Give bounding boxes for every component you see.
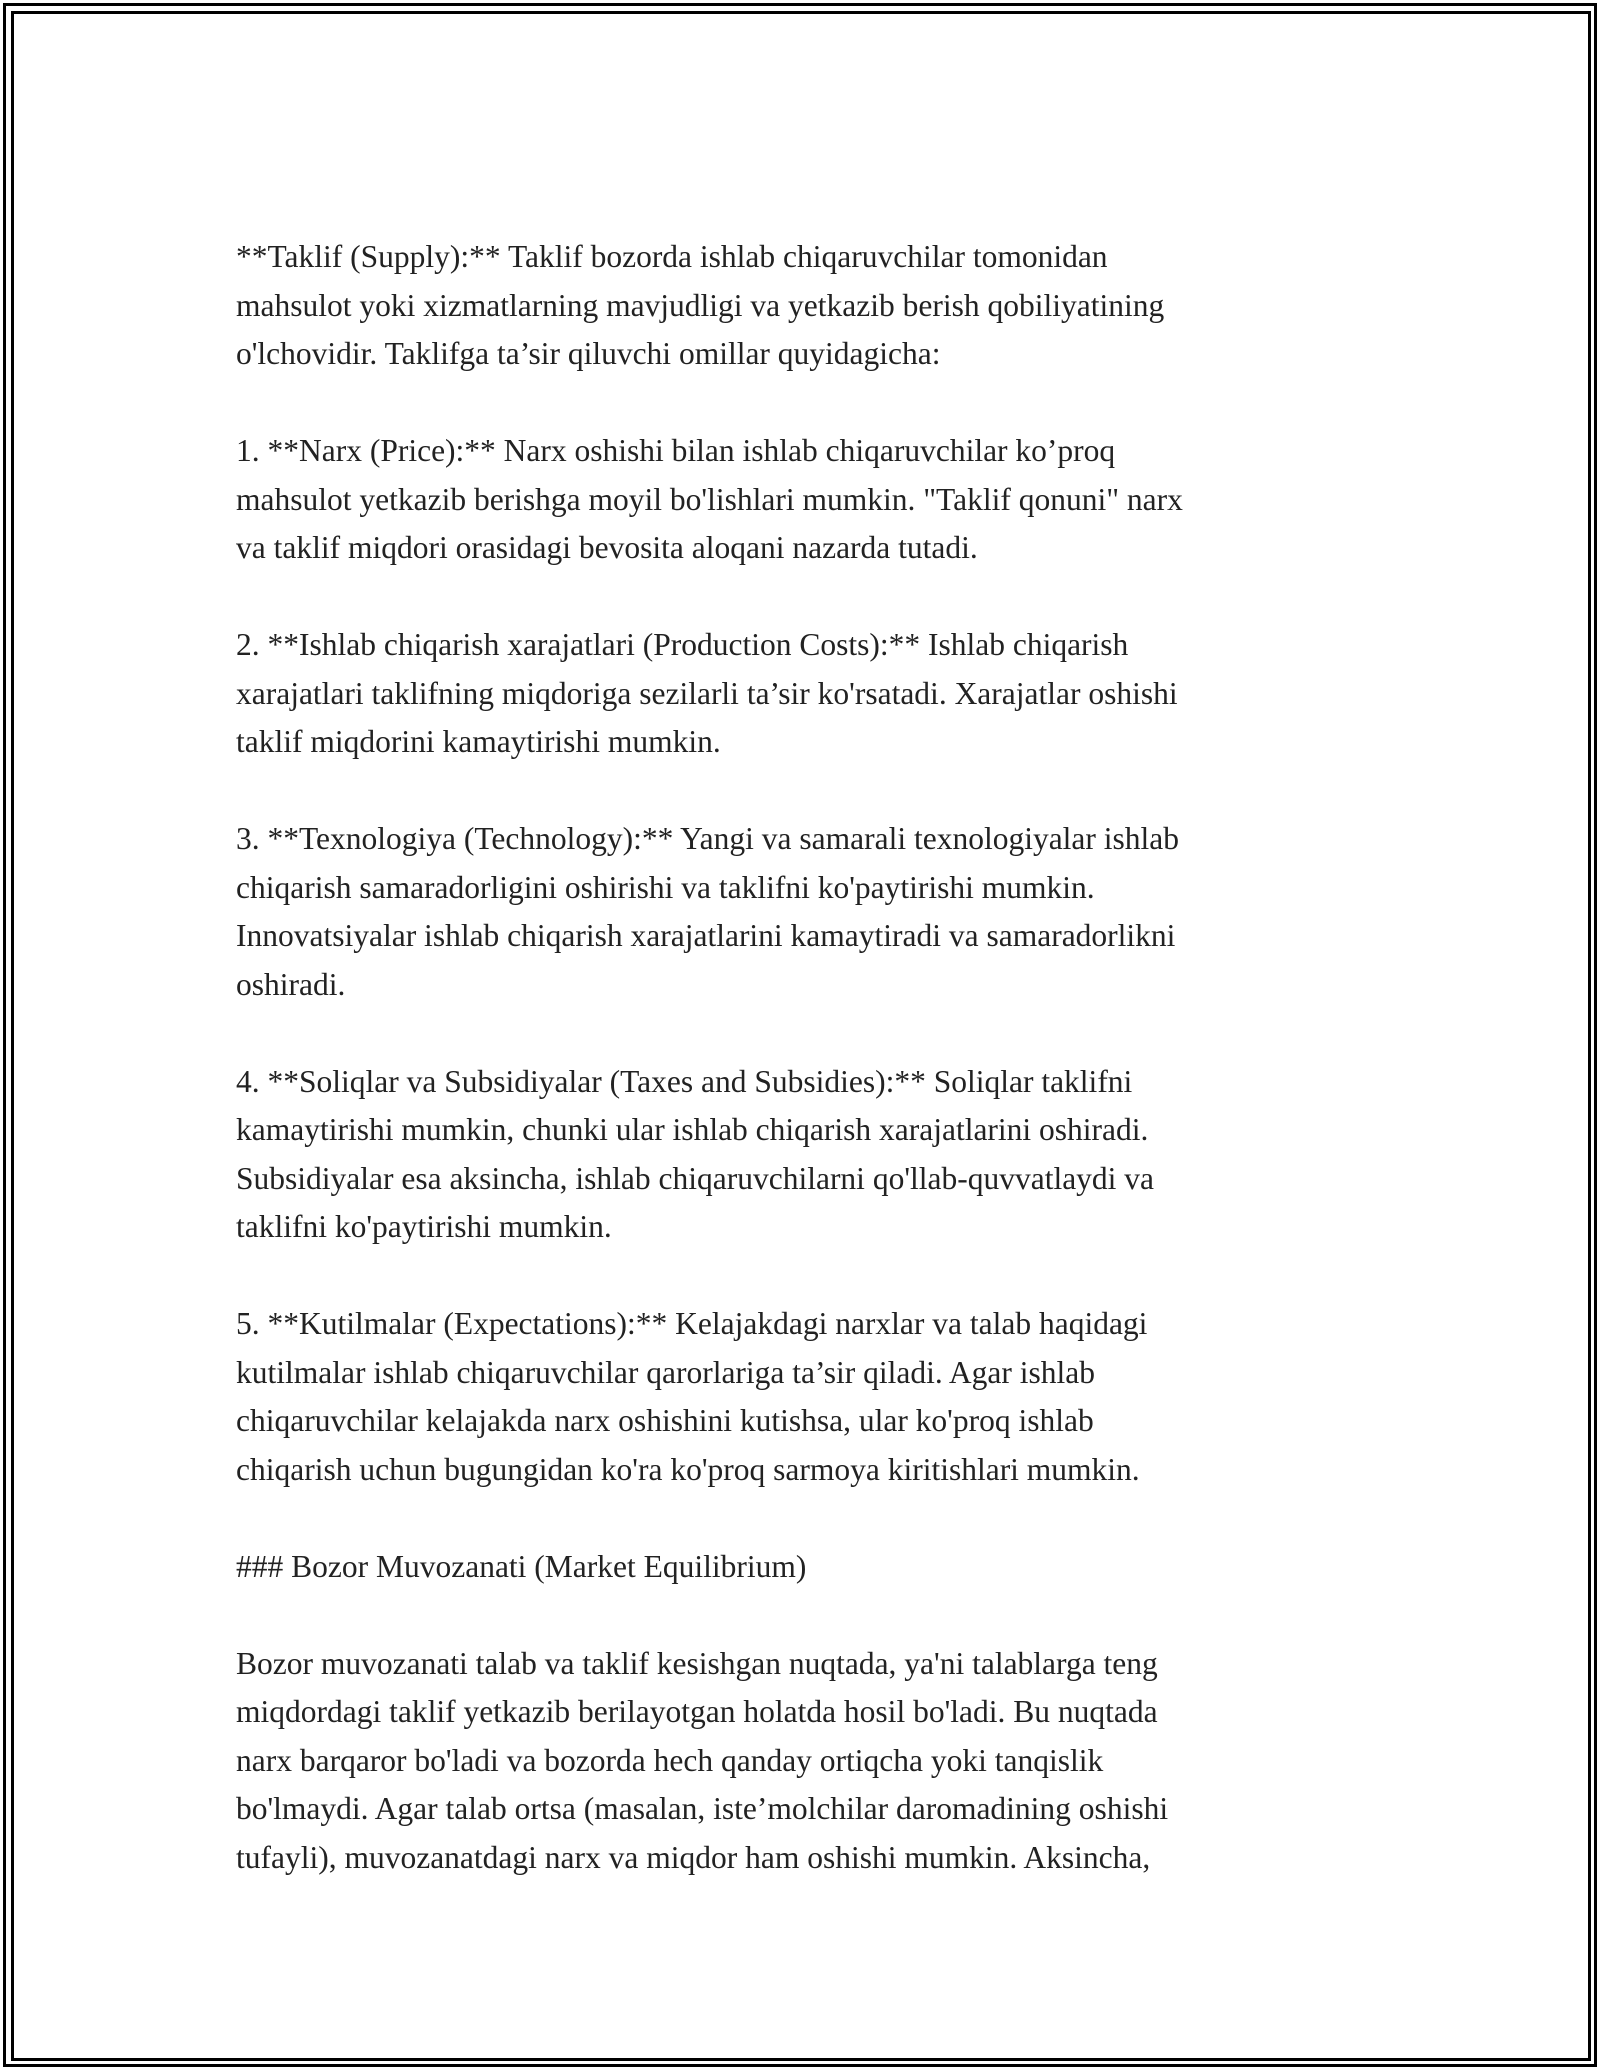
- expectations-paragraph: 5. **Kutilmalar (Expectations):** Kelajakdagi narxlar va talab haqidagi kutilmalar ishlab chiqaruvchilar qarorlariga ta’sir qiladi. Agar ishlab chiqaruvchilar kelajakda narx oshishini kutishsa, ular ko'proq ishlab chiqarish uchun bugungidan ko'ra ko'proq sarmoya kiritishlari mumkin.: [236, 1306, 1148, 1487]
- market-equilibrium-paragraph: Bozor muvozanati talab va taklif kesishgan nuqtada, ya'ni talablarga teng miqdordagi taklif yetkazib berilayotgan holatda hosil bo'ladi. Bu nuqtada narx barqaror bo'ladi va bozorda hech qanday ortiqcha yoki tanqislik bo'lmaydi. Agar talab ortsa (masalan, iste’molchilar daromadining oshishi tufayli), muvozanatdagi narx va miqdor ham oshishi mumkin. Aksincha,: [236, 1645, 1169, 1875]
- taxes-subsidies-paragraph: 4. **Soliqlar va Subsidiyalar (Taxes and Subsidies):** Soliqlar taklifni kamaytirishi mumkin, chunki ular ishlab chiqarish xarajatlarini oshiradi. Subsidiyalar esa aksincha, ishlab chiqaruvchilarni qo'llab-quvvatlaydi va taklifni ko'paytirishi mumkin.: [236, 1063, 1155, 1244]
- document-body: [236, 233, 1366, 1882]
- supply-intro-paragraph: **Taklif (Supply):** Taklif bozorda ishlab chiqaruvchilar tomonidan mahsulot yoki xizmatlarning mavjudligi va yetkazib berish qobiliyatining o'lchovidir. Taklifga ta’sir qiluvchi omillar quyidagicha:: [236, 239, 1165, 371]
- production-costs-paragraph: 2. **Ishlab chiqarish xarajatlari (Production Costs):** Ishlab chiqarish xarajatlari taklifning miqdoriga sezilarli ta’sir ko'rsatadi. Xarajatlar oshishi taklif miqdorini kamaytirishi mumkin.: [236, 627, 1178, 759]
- market-equilibrium-heading: ### Bozor Muvozanati (Market Equilibrium): [236, 1548, 807, 1584]
- price-factor-paragraph: 1. **Narx (Price):** Narx oshishi bilan ishlab chiqaruvchilar ko’proq mahsulot yetkazib berishga moyil bo'lishlari mumkin. "Taklif qonuni" narx va taklif miqdori orasidagi bevosita aloqani nazarda tutadi.: [236, 433, 1183, 565]
- technology-paragraph: 3. **Texnologiya (Technology):** Yangi va samarali texnologiyalar ishlab chiqarish samaradorligini oshirishi va taklifni ko'paytirishi mumkin. Innovatsiyalar ishlab chiqarish xarajatlarini kamaytiradi va samaradorlikni oshiradi.: [236, 821, 1180, 1002]
